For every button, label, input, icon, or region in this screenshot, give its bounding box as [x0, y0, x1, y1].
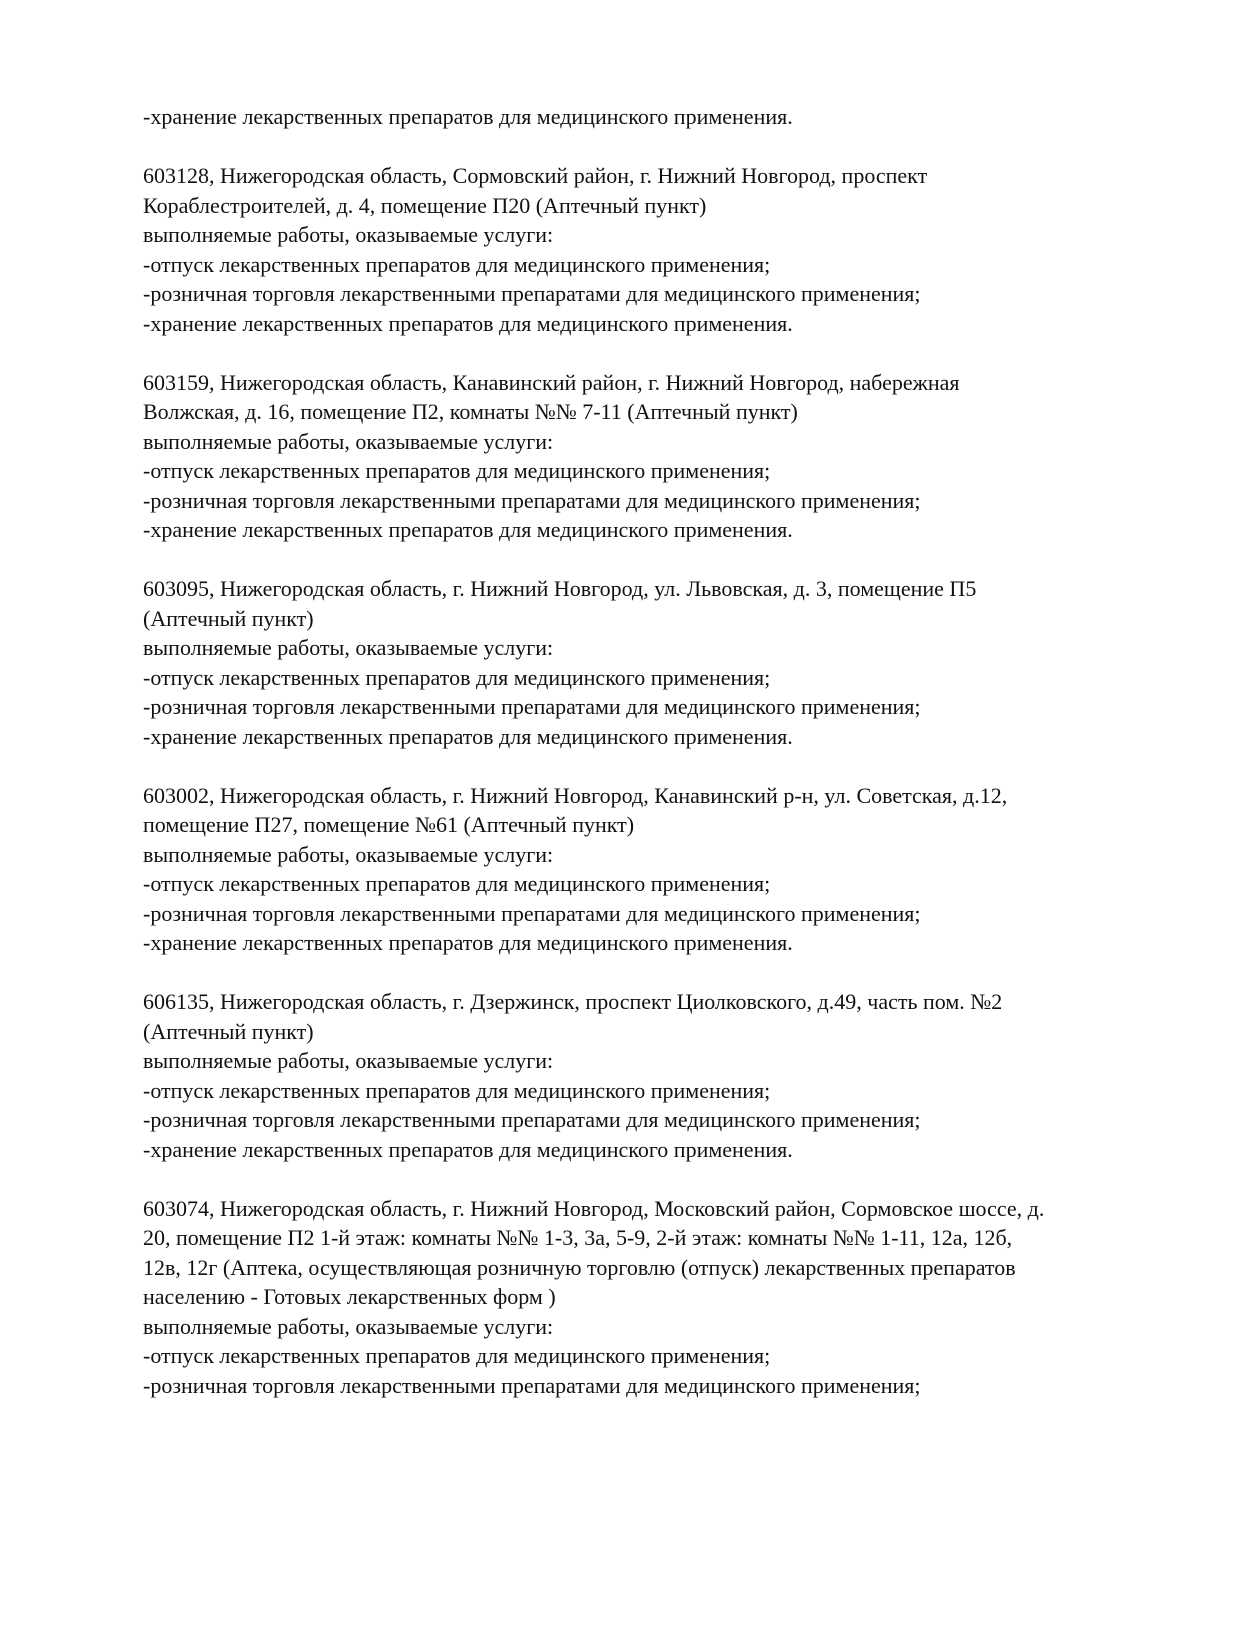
- entry-service-line: -отпуск лекарственных препаратов для медицинского применения;: [143, 1077, 771, 1103]
- entry-service-line: -отпуск лекарственных препаратов для медицинского применения;: [143, 458, 771, 483]
- entry-address-line: Волжская, д. 16, помещение П2, комнаты №№ 7-11 (Аптечный пункт): [143, 399, 798, 424]
- top-service-line: -хранение лекарственных препаратов для медицинского применения.: [143, 104, 793, 129]
- entry-address-line: населению - Готовых лекарственных форм ): [143, 1284, 556, 1309]
- entry-service-line: -отпуск лекарственных препаратов для медицинского применения;: [143, 871, 771, 896]
- entry-works-heading: выполняемые работы, оказываемые услуги:: [143, 1313, 554, 1339]
- entry-address-line: (Аптечный пункт): [143, 1018, 314, 1044]
- entry-service-line: -розничная торговля лекарственными препаратами для медицинского применения;: [143, 900, 921, 926]
- entry-service-line: -хранение лекарственных препаратов для медицинского применения.: [143, 723, 793, 749]
- entry-works-heading: выполняемые работы, оказываемые услуги:: [143, 428, 554, 454]
- entry-service-line: -отпуск лекарственных препаратов для медицинского применения;: [143, 664, 771, 690]
- pharmacy-entry: [143, 161, 1163, 338]
- pharmacy-entry: [143, 987, 1163, 1164]
- entry-works-heading: выполняемые работы, оказываемые услуги:: [143, 635, 554, 660]
- entry-address-line: 12в, 12г (Аптека, осуществляющая розничную торговлю (отпуск) лекарственных препаратов: [143, 1254, 1016, 1280]
- pharmacy-entry: [143, 1194, 1163, 1401]
- document-body: [143, 102, 1163, 1400]
- entry-service-line: -отпуск лекарственных препаратов для медицинского применения;: [143, 1343, 771, 1368]
- entry-service-line: -розничная торговля лекарственными препаратами для медицинского применения;: [143, 281, 921, 306]
- entry-address-line: помещение П27, помещение №61 (Аптечный пункт): [143, 812, 635, 837]
- entry-address-line: 603128, Нижегородская область, Сормовский район, г. Нижний Новгород, проспект: [143, 163, 928, 188]
- pharmacy-entry: [143, 368, 1163, 545]
- entry-service-line: -розничная торговля лекарственными препаратами для медицинского применения;: [143, 694, 921, 719]
- entry-address-line: 603002, Нижегородская область, г. Нижний Новгород, Канавинский р-н, ул. Советская, д.12,: [143, 782, 1008, 808]
- entry-address-line: 603074, Нижегородская область, г. Нижний Новгород, Московский район, Сормовское шоссе, д.: [143, 1195, 1045, 1221]
- entry-address-line: 603095, Нижегородская область, г. Нижний Новгород, ул. Львовская, д. 3, помещение П5: [143, 576, 977, 601]
- pharmacy-entry: [143, 781, 1163, 958]
- entry-service-line: -хранение лекарственных препаратов для медицинского применения.: [143, 1136, 793, 1162]
- entry-works-heading: выполняемые работы, оказываемые услуги:: [143, 222, 554, 247]
- entry-service-line: -хранение лекарственных препаратов для медицинского применения.: [143, 930, 793, 955]
- entry-service-line: -розничная торговля лекарственными препаратами для медицинского применения;: [143, 487, 921, 513]
- entry-service-line: -хранение лекарственных препаратов для медицинского применения.: [143, 310, 793, 336]
- entry-address-line: Кораблестроителей, д. 4, помещение П20 (Аптечный пункт): [143, 192, 707, 218]
- entry-works-heading: выполняемые работы, оказываемые услуги:: [143, 841, 554, 867]
- entry-service-line: -розничная торговля лекарственными препаратами для медицинского применения;: [143, 1107, 921, 1132]
- entry-service-line: -отпуск лекарственных препаратов для медицинского применения;: [143, 251, 771, 277]
- entry-address-line: 603159, Нижегородская область, Канавинский район, г. Нижний Новгород, набережная: [143, 369, 960, 395]
- entry-address-line: 20, помещение П2 1-й этаж: комнаты №№ 1-3, 3а, 5-9, 2-й этаж: комнаты №№ 1-11, 12а, 12б,: [143, 1225, 1013, 1250]
- entry-address-line: 606135, Нижегородская область, г. Дзержинск, проспект Циолковского, д.49, часть пом. №2: [143, 989, 1003, 1014]
- entry-service-line: -хранение лекарственных препаратов для медицинского применения.: [143, 517, 793, 542]
- pharmacy-entry: [143, 574, 1163, 751]
- entry-service-line: -розничная торговля лекарственными препаратами для медицинского применения;: [143, 1372, 921, 1398]
- entry-address-line: (Аптечный пункт): [143, 605, 314, 631]
- entry-works-heading: выполняемые работы, оказываемые услуги:: [143, 1048, 554, 1073]
